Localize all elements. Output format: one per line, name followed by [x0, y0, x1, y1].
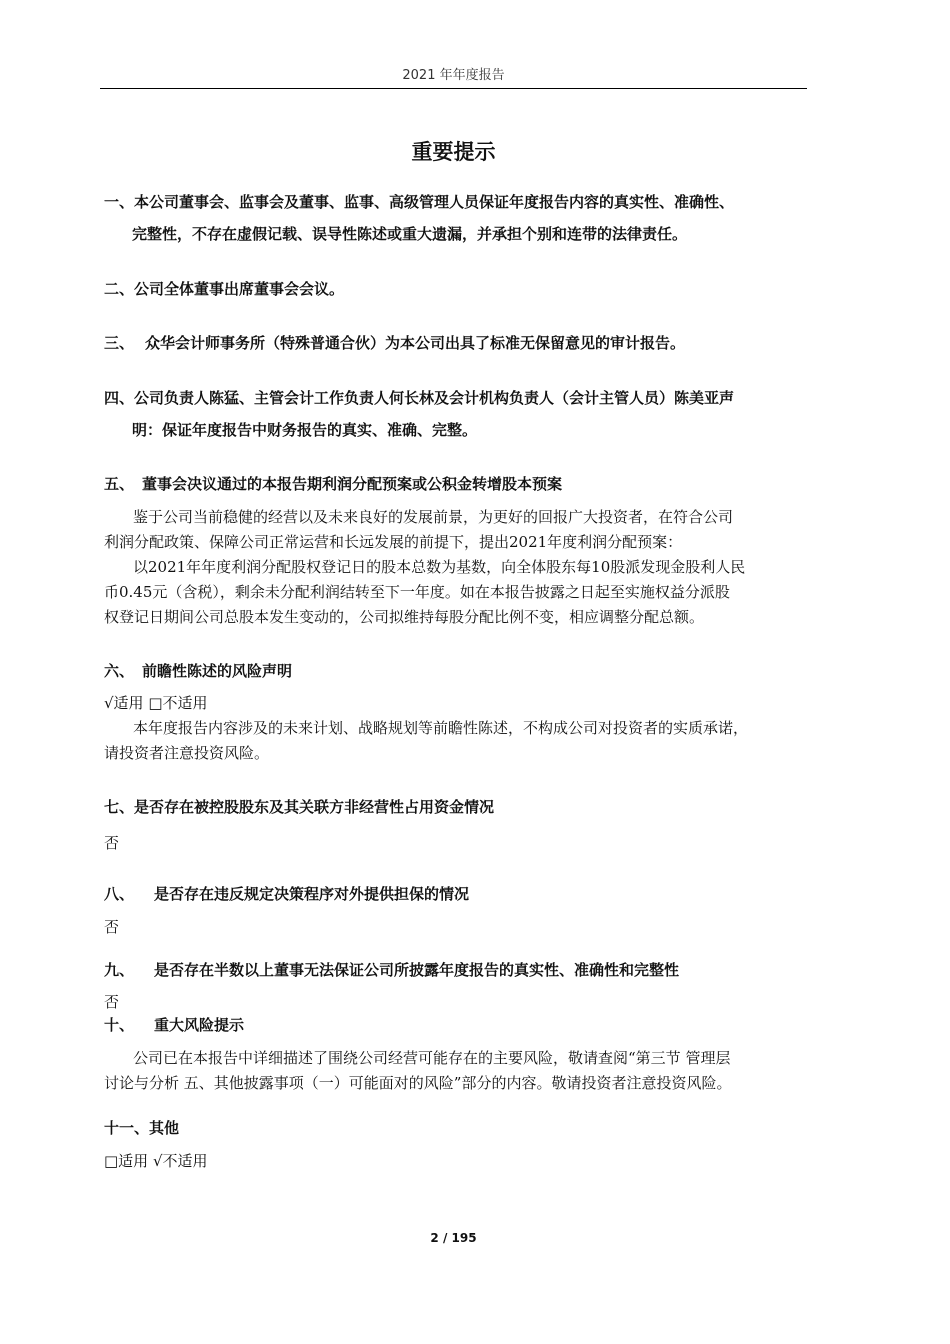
- section-5-para-line: 利润分配政策、保障公司正常运营和长远发展的前提下，提出2021年度利润分配预案：: [104, 533, 683, 551]
- section-8-number: 八、: [104, 885, 135, 903]
- section-6-number: 六、: [104, 662, 135, 680]
- section-1-line-2: 完整性，不存在虚假记载、误导性陈述或重大遗漏，并承担个别和连带的法律责任。: [132, 225, 688, 243]
- section-6-para-line: 请投资者注意投资风险。: [104, 744, 270, 762]
- section-8-answer: 否: [104, 918, 120, 936]
- section-8-heading: 是否存在违反规定决策程序对外提供担保的情况: [154, 885, 470, 903]
- section-5-para-line: 币0.45元（含税），剩余未分配利润结转至下一年度。如在本报告披露之日起至实施权益分派股: [104, 583, 730, 601]
- page-number: 2 / 195: [430, 1231, 477, 1245]
- header-divider: [100, 88, 807, 89]
- section-11-applicable: □适用 √不适用: [104, 1152, 208, 1170]
- section-10-heading: 重大风险提示: [154, 1016, 245, 1034]
- section-9-answer: 否: [104, 993, 120, 1011]
- section-3-text: 众华会计师事务所（特殊普通合伙）为本公司出具了标准无保留意见的审计报告。: [145, 334, 686, 352]
- section-11-heading: 十一、其他: [104, 1119, 180, 1137]
- section-5-number: 五、: [104, 475, 135, 493]
- section-5-para-line: 鉴于公司当前稳健的经营以及未来良好的发展前景，为更好的回报广大投资者，在符合公司: [133, 508, 734, 526]
- section-4-line-1: 四、公司负责人陈猛、主管会计工作负责人何长林及会计机构负责人（会计主管人员）陈美亚声: [104, 389, 735, 407]
- section-3-number: 三、: [104, 334, 135, 352]
- section-5-para-line: 权登记日期间公司总股本发生变动的，公司拟维持每股分配比例不变，相应调整分配总额。: [104, 608, 705, 626]
- section-1-line-1: 一、本公司董事会、监事会及董事、监事、高级管理人员保证年度报告内容的真实性、准确性、: [104, 193, 735, 211]
- section-6-heading: 前瞻性陈述的风险声明: [142, 662, 293, 680]
- section-6-para-line: 本年度报告内容涉及的未来计划、战略规划等前瞻性陈述，不构成公司对投资者的实质承诺，: [133, 719, 749, 737]
- section-4-line-2: 明：保证年度报告中财务报告的真实、准确、完整。: [132, 421, 478, 439]
- section-7-answer: 否: [104, 834, 120, 852]
- section-9-number: 九、: [104, 961, 135, 979]
- section-10-para-line: 公司已在本报告中详细描述了围绕公司经营可能存在的主要风险，敬请查阅“第三节 管理层: [133, 1049, 731, 1067]
- section-7-heading: 七、是否存在被控股股东及其关联方非经营性占用资金情况: [104, 798, 495, 816]
- page-header: 2021 年年度报告: [402, 68, 505, 83]
- section-2-heading: 二、公司全体董事出席董事会会议。: [104, 280, 345, 298]
- section-5-heading: 董事会决议通过的本报告期利润分配预案或公积金转增股本预案: [142, 475, 563, 493]
- section-6-applicable: √适用 □不适用: [104, 694, 208, 712]
- section-5-para-line: 以2021年年度利润分配股权登记日的股本总数为基数，向全体股东每10股派发现金股利人民: [133, 558, 746, 576]
- section-9-heading: 是否存在半数以上董事无法保证公司所披露年度报告的真实性、准确性和完整性: [154, 961, 680, 979]
- page-title: 重要提示: [411, 140, 496, 164]
- section-10-number: 十、: [104, 1016, 135, 1034]
- section-10-para-line: 讨论与分析 五、其他披露事项（一）可能面对的风险”部分的内容。敬请投资者注意投资风险。: [104, 1074, 732, 1092]
